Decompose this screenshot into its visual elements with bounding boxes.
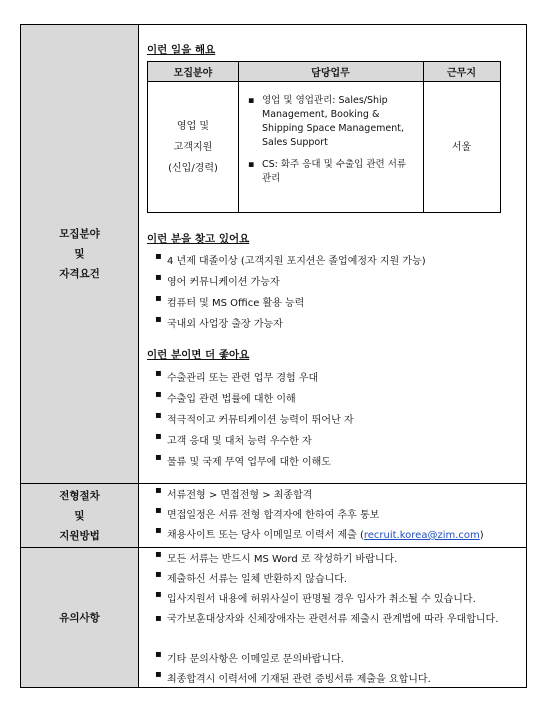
process-content [139,484,526,547]
duty-list [244,94,414,194]
recruit-label-line: 자격요건 [59,268,100,280]
th-field: 모집분야 [148,62,238,82]
pref-item: ▪ 고객 응대 및 대처 능력 우수한 자 [167,432,518,447]
recruit-label-cell [21,25,139,483]
process-label-line: 및 [74,509,85,522]
recruit-label-line: 및 [74,248,85,260]
work-section-title: 이런 일을 해요 [147,44,216,56]
notes-content [139,548,526,687]
note-item: ▪ 기타 문의사항은 이메일로 문의바랍니다. [167,650,518,665]
field-line: (신입/경력) [168,162,218,174]
qual-section-title: 이런 분을 찾고 있어요 [147,233,250,245]
field-line: 영업 및 [176,120,210,132]
process-label-line: 전형절차 [59,489,100,502]
process-label-line: 지원방법 [59,529,100,542]
note-item: ▪ 제출하신 서류는 일체 반환하지 않습니다. [167,570,518,585]
th-location: 근무지 [423,62,500,82]
process-apply-item [167,526,518,541]
duty-item: ▪ 영업 및 영업관리: Sales/Ship Management, Booking & Shipping Space Management, Sales Support [244,94,414,150]
recruit-label-line: 모집분야 [59,228,100,240]
pref-item: ▪ 물류 및 국제 무역 업무에 대한 이해도 [167,453,518,468]
note-item: ▪ 입사지원서 내용에 허위사실이 판명될 경우 입사가 취소될 수 있습니다. [167,590,518,605]
location-cell [423,82,500,212]
qual-item: ▪ 컴퓨터 및 MS Office 활용 능력 [167,294,518,309]
recruit-content [139,25,526,483]
duty-item: ▪ CS: 화주 응대 및 수출입 관련 서류 관리 [244,158,414,186]
pref-section-title: 이런 분이면 더 좋아요 [147,349,250,361]
pref-item: ▪ 적극적이고 커뮤티케이션 능력이 뛰어난 자 [167,411,518,426]
email-link[interactable]: recruit.korea@zim.com [363,530,480,541]
process-label-cell [21,484,139,547]
duty-table [147,61,501,213]
field-cell [148,82,238,212]
location-value: 서울 [451,141,472,153]
notes-label-cell [21,548,139,687]
th-duty: 담당업무 [238,62,423,82]
apply-suffix: ) [479,530,484,541]
pref-item: ▪ 수출관리 또는 관련 업무 경험 우대 [167,369,518,384]
apply-text: 채용사이트 또는 당사 이메일로 이력서 제출 ( [167,530,364,541]
pref-item: ▪ 수출입 관련 법률에 대한 이해 [167,390,518,405]
qual-item: ▪ 4 년제 대졸이상 (고객지원 포지션은 졸업예정자 지원 가능) [167,252,518,267]
qual-item: ▪ 영어 커뮤니케이션 가능자 [167,273,518,288]
process-item: ▪ 서류전형 > 면접전형 > 최종합격 [167,486,518,501]
table-divider [238,62,239,212]
note-item: ▪ 모든 서류는 반드시 MS Word 로 작성하기 바랍니다. [167,550,518,565]
qual-item: ▪ 국내외 사업장 출장 가능자 [167,315,518,330]
field-line: 고객지원 [173,141,213,153]
notes-label: 유의사항 [59,611,100,624]
note-item: ▪ 최종합격시 이력서에 기재된 관련 증빙서류 제출을 요합니다. [167,670,518,685]
note-item: ▪ 국가보훈대상자와 신체장애자는 관련서류 제출시 관계법에 따라 우대합니다. [167,610,518,630]
process-item: ▪ 면접일정은 서류 전형 합격자에 한하여 추후 통보 [167,506,518,521]
job-posting-table [20,24,527,688]
